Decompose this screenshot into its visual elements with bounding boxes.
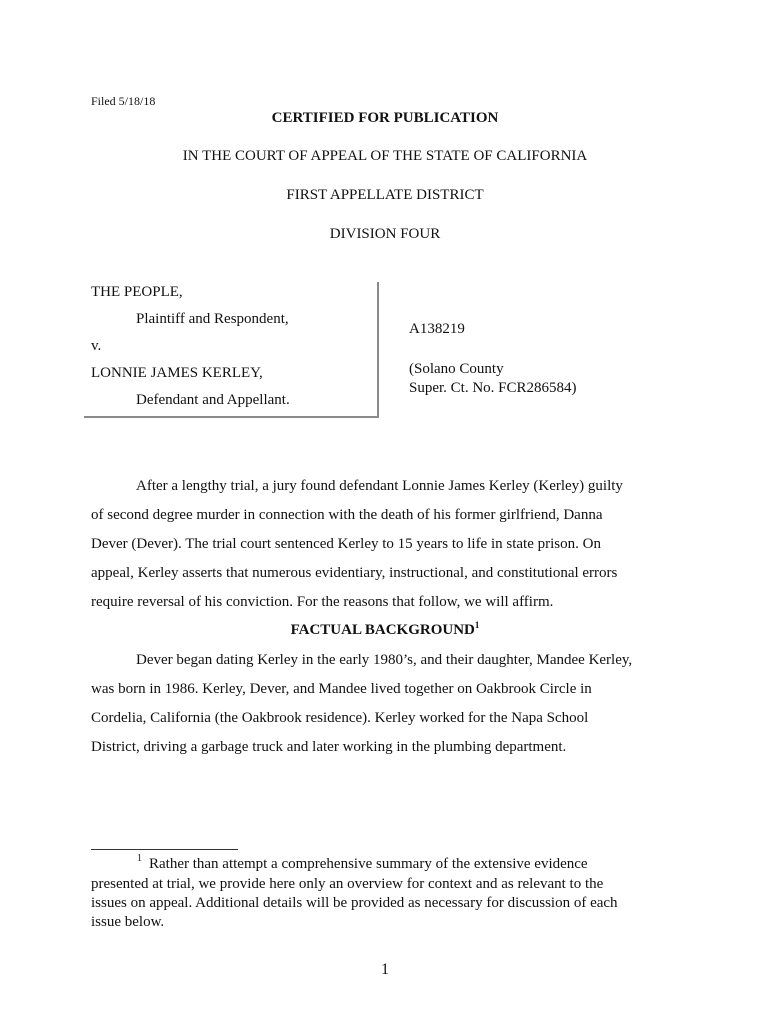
- background-line-2: was born in 1986. Kerley, Dever, and Mandee lived together on Oakbrook Circle in: [91, 681, 592, 697]
- footnote-number: 1: [137, 853, 142, 864]
- section-heading-text: FACTUAL BACKGROUND: [290, 622, 475, 638]
- section-heading: [0, 622, 770, 639]
- intro-line-3: Dever (Dever). The trial court sentenced Kerley to 15 years to life in state prison. On: [91, 536, 601, 552]
- footnote-line-3: issues on appeal. Additional details will be provided as necessary for discussion of each: [91, 895, 618, 911]
- intro-line-5: require reversal of his conviction. For the reasons that follow, we will affirm.: [91, 594, 554, 610]
- intro-line-2: of second degree murder in connection with the death of his former girlfriend, Danna: [91, 507, 603, 523]
- footnote-line-1: Rather than attempt a comprehensive summary of the extensive evidence: [149, 856, 588, 872]
- court-name: IN THE COURT OF APPEAL OF THE STATE OF CALIFORNIA: [182, 148, 588, 164]
- footnote-line-4: issue below.: [91, 914, 165, 930]
- plaintiff-role: Plaintiff and Respondent,: [136, 311, 289, 327]
- county-court-line2: Super. Ct. No. FCR286584): [409, 380, 577, 396]
- background-line-1: Dever began dating Kerley in the early 1980’s, and their daughter, Mandee Kerley,: [136, 652, 633, 668]
- background-line-3: Cordelia, California (the Oakbrook residence). Kerley worked for the Napa School: [91, 710, 589, 726]
- county-court-line1: (Solano County: [409, 361, 504, 377]
- footnote-line-2: presented at trial, we provide here only an overview for context and as relevant to the: [91, 876, 604, 892]
- footnote-separator: [91, 849, 238, 850]
- intro-line-1: After a lengthy trial, a jury found defendant Lonnie James Kerley (Kerley) guilty: [136, 478, 623, 494]
- division-name: DIVISION FOUR: [329, 226, 441, 242]
- intro-line-4: appeal, Kerley asserts that numerous evidentiary, instructional, and constitutional errors: [91, 565, 618, 581]
- page-number: 1: [381, 961, 389, 978]
- district-name: FIRST APPELLATE DISTRICT: [286, 187, 484, 203]
- background-line-4: District, driving a garbage truck and later working in the plumbing department.: [91, 739, 567, 755]
- case-number: A138219: [409, 321, 465, 337]
- defendant-name: LONNIE JAMES KERLEY,: [91, 365, 263, 381]
- footnote-reference[interactable]: 1: [474, 620, 480, 630]
- plaintiff-name: THE PEOPLE,: [91, 284, 183, 300]
- defendant-role: Defendant and Appellant.: [136, 392, 290, 408]
- certified-heading: CERTIFIED FOR PUBLICATION: [271, 110, 499, 126]
- versus: v.: [91, 338, 102, 354]
- filed-date: Filed 5/18/18: [91, 94, 156, 108]
